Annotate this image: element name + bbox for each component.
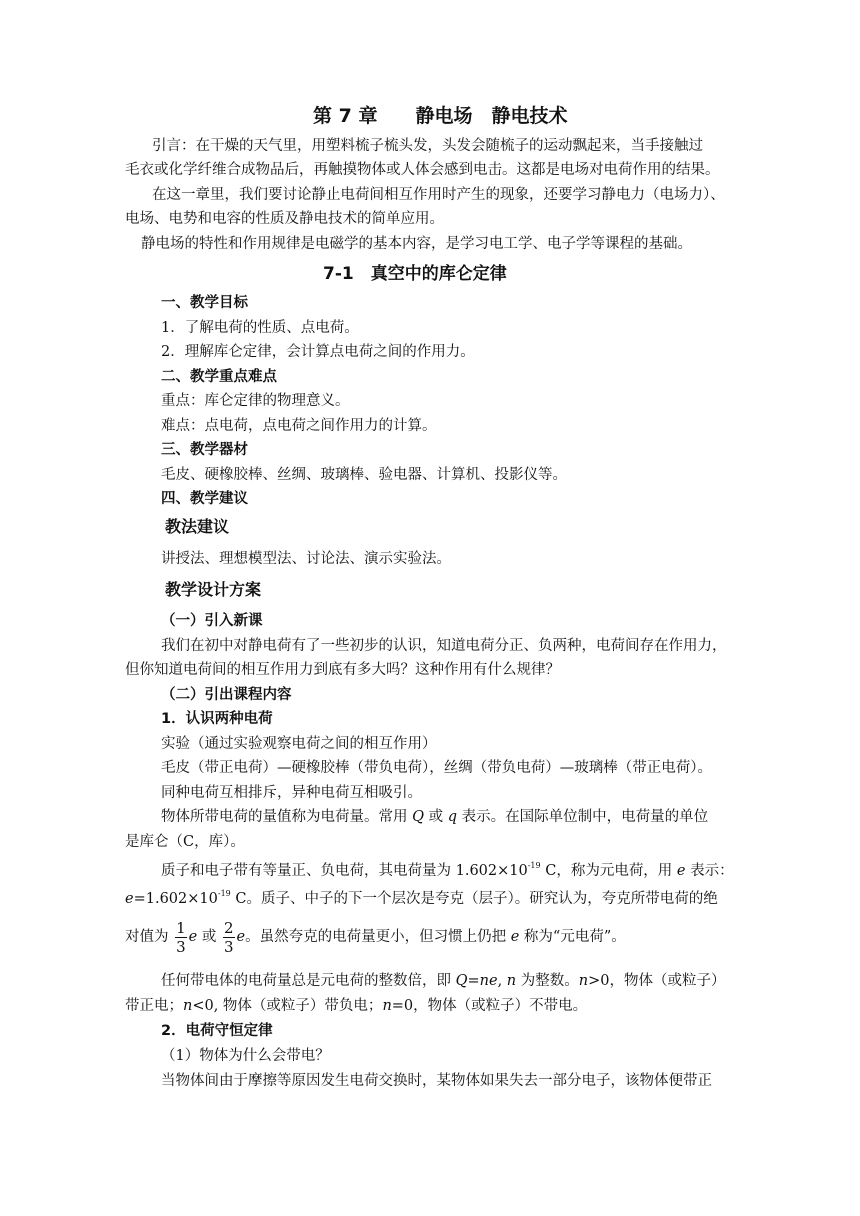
intro-line: 引言：在干燥的天气里，用塑料梳子梳头发，头发会随梳子的运动飘起来，当手接触过 — [152, 138, 703, 154]
goal-item: 1．了解电荷的性质、点电荷。 — [161, 320, 359, 336]
method-text: 讲授法、理想模型法、讨论法、演示实验法。 — [161, 551, 451, 567]
heading-part2: （二）引出课程内容 — [161, 687, 292, 703]
question-line: （1）物体为什么会带电？ — [161, 1048, 330, 1064]
equipment-text: 毛皮、硬橡胶棒、丝绸、玻璃棒、验电器、计算机、投影仪等。 — [161, 467, 567, 483]
elementary-charge-line: 质子和电子带有等量正、负电荷，其电荷量为 $1.602\times 10^{-19}$ C，称为元电荷，用 e 表示： — [161, 861, 734, 879]
heading-goals: 一、教学目标 — [161, 295, 248, 311]
part1-line: 但你知道电荷间的相互作用力到底有多大吗？这种作用有什么规律？ — [125, 662, 560, 678]
elementary-charge-value-line: $e=1.602\times 10^{-19}$ C。质子、中子的下一个层次是夸克（层子）。研究认为，夸克所带电荷的绝 — [125, 889, 718, 907]
charge-text-line: 实验（通过实验观察电荷之间的相互作用） — [161, 736, 437, 752]
charge-quantity-line: 物体所带电荷的量值称为电荷量。常用 Q 或 q 表示。在国际单位制中，电荷量的单位 — [161, 809, 709, 825]
key-point: 重点：库仑定律的物理意义。 — [161, 393, 350, 409]
heading-method: 教法建议 — [165, 517, 230, 536]
chapter-title: 第 7 章 静电场 静电技术 — [313, 105, 568, 127]
charge-sign-line: 带正电；n<0, 物体（或粒子）带负电；n=0，物体（或粒子）不带电。 — [125, 998, 588, 1014]
fraction-two-thirds: $\frac{2}{3}$ — [223, 918, 234, 956]
intro-line: 在这一章里，我们要讨论静止电荷间相互作用时产生的现象，还要学习静电力（电场力）、 — [152, 187, 725, 203]
heading-equipment: 三、教学器材 — [161, 442, 248, 458]
section-title: 7-1 真空中的库仑定律 — [323, 264, 507, 284]
goal-item: 2．理解库仑定律，会计算点电荷之间的作用力。 — [161, 344, 475, 360]
heading-conservation: 2．电荷守恒定律 — [161, 1023, 273, 1039]
integer-multiple-line: 任何带电体的电荷量总是元电荷的整数倍，即 Q=ne, n 为整数。n>0，物体（或粒子） — [161, 973, 726, 989]
intro-line: 电场、电势和电容的性质及静电技术的简单应用。 — [125, 211, 444, 227]
charge-text-line: 同种电荷互相排斥，异种电荷互相吸引。 — [161, 785, 422, 801]
charge-text-line: 毛皮（带正电荷）—硬橡胶棒（带负电荷），丝绸（带负电荷）—玻璃棒（带正电荷）。 — [161, 760, 712, 776]
heading-part1: （一）引入新课 — [161, 613, 263, 629]
intro-line: 毛衣或化学纤维合成物品后，再触摸物体或人体会感到电击。这都是电场对电荷作用的结果。 — [125, 162, 720, 178]
heading-advice: 四、教学建议 — [161, 491, 248, 507]
quark-fraction-line: 对值为 $\frac{1}{3}$ e 或 $\frac{2}{3}$ e。虽然夸克的电荷量更小，但习惯上仍把 e 称为“元电荷”。 — [125, 918, 626, 956]
heading-key-points: 二、教学重点难点 — [161, 369, 277, 385]
intro-line: 静电场的特性和作用规律是电磁学的基本内容，是学习电工学、电子学等课程的基础。 — [141, 236, 692, 252]
heading-two-charges: 1．认识两种电荷 — [161, 711, 273, 727]
conservation-text-line: 当物体间由于摩擦等原因发生电荷交换时，某物体如果失去一部分电子，该物体便带正 — [161, 1073, 712, 1089]
heading-design: 教学设计方案 — [165, 580, 262, 599]
key-point: 难点：点电荷，点电荷之间作用力的计算。 — [161, 418, 437, 434]
part1-line: 我们在初中对静电荷有了一些初步的认识，知道电荷分正、负两种，电荷间存在作用力， — [161, 638, 727, 654]
charge-unit-line: 是库仑（C，库）。 — [125, 834, 245, 850]
fraction-one-third: $\frac{1}{3}$ — [176, 918, 186, 956]
